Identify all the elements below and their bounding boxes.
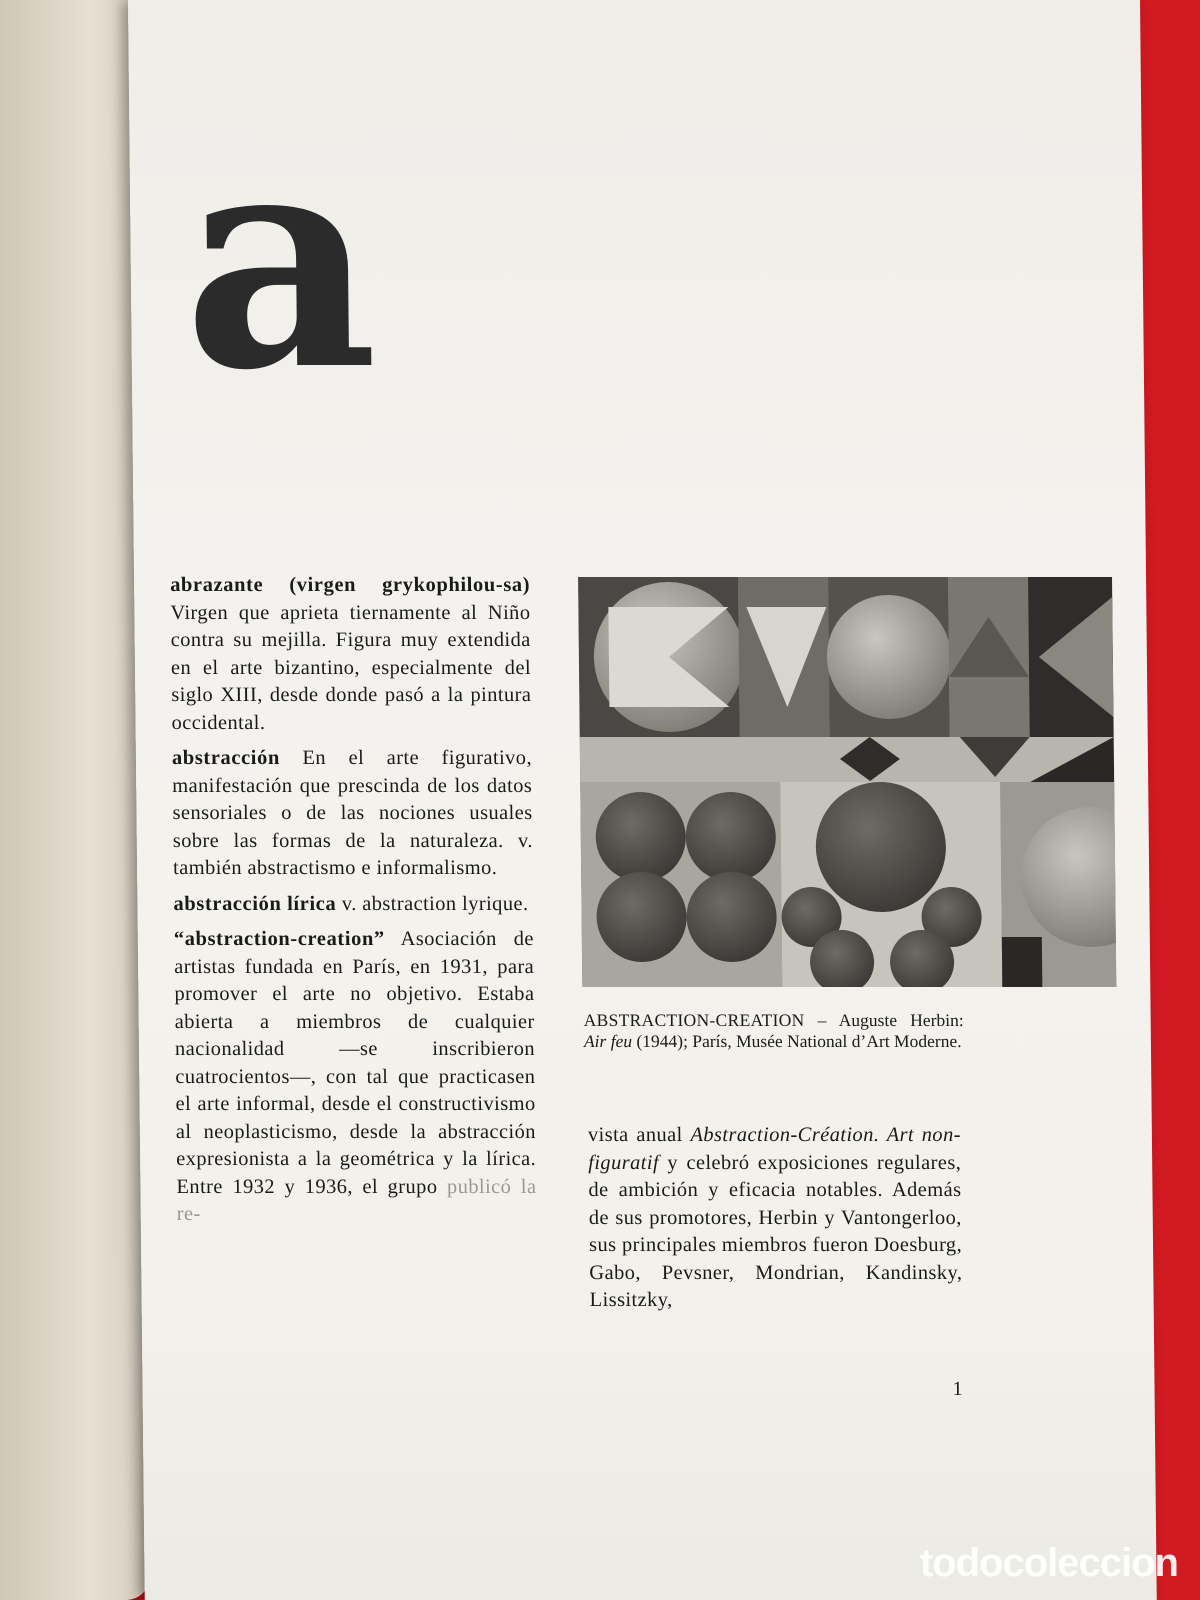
entry-definition: En el arte figurativo, manifestación que prescinda de los datos sensoriales o de las nociones usuales sobre las formas de la naturaleza. v. también abstractismo e informalismo. — [172, 747, 533, 879]
entry-definition: v. abstraction lyrique. — [341, 892, 529, 915]
left-column — [170, 572, 537, 1237]
entry-abstraction-creation — [174, 926, 537, 1229]
caption-text: – Auguste Herbin: — [817, 1010, 964, 1030]
caption-title: Air feu — [583, 1031, 633, 1051]
book-page — [128, 0, 1157, 1600]
right-column — [588, 1122, 963, 1315]
page-number: 1 — [952, 1378, 963, 1400]
section-letter: a — [180, 83, 379, 436]
continuation-text: y celebró exposiciones regulares, de ambición y eficacia notables. Además de sus promotores, Herbin y Vantongerloo, sus principales miembros fueron Doesburg, Gabo, Pevsner, Mondrian, Kandinsky, Lissitzky, — [588, 1151, 963, 1311]
artwork-caption — [584, 1010, 964, 1052]
geometric-artwork — [578, 577, 1116, 987]
entry-term: abrazante (virgen grykophilou-sa) — [170, 574, 531, 596]
entry-abstraccion — [172, 745, 533, 883]
entry-definition: Asociación de artistas fundada en París, en 1931, para promover el arte no objetivo. Estaba abierta a miembros de cualquier nacionalidad —se inscribieron cuatrocientos—, con tal que practicasen el arte informal, desde el constructivismo al neoplasticismo, desde la abstracción expresionista a la geométrica y la lírica. Entre 1932 y 1936, el grupo — [174, 928, 537, 1198]
entry-term: abstracción lírica — [173, 892, 337, 915]
entry-abrazante — [170, 572, 532, 737]
caption-heading: ABSTRACTION-CREATION — [583, 1010, 805, 1030]
entry-abstraccion-lirica — [173, 891, 533, 919]
entry-term: abstracción — [171, 747, 281, 769]
watermark-logo: todocoleccion — [919, 1541, 1178, 1585]
entry-term: “abstraction-creation” — [173, 928, 385, 950]
caption-text-end: (1944); París, Musée National d’Art Moderne. — [636, 1031, 962, 1051]
entry-definition-faded: publicó la re- — [176, 1175, 537, 1225]
left-page-edge — [0, 0, 150, 1600]
continuation-lead: vista anual — [587, 1124, 683, 1146]
artwork-illustration — [578, 577, 1116, 987]
continuation-title: Abstraction-Création. Art non-figuratif — [588, 1124, 962, 1174]
entry-definition: Virgen que aprieta tiernamente al Niño contra su mejilla. Figura muy extendida en el arte bizantino, especialmente del siglo XIII, desde donde pasó a la pintura occidental. — [170, 601, 532, 734]
